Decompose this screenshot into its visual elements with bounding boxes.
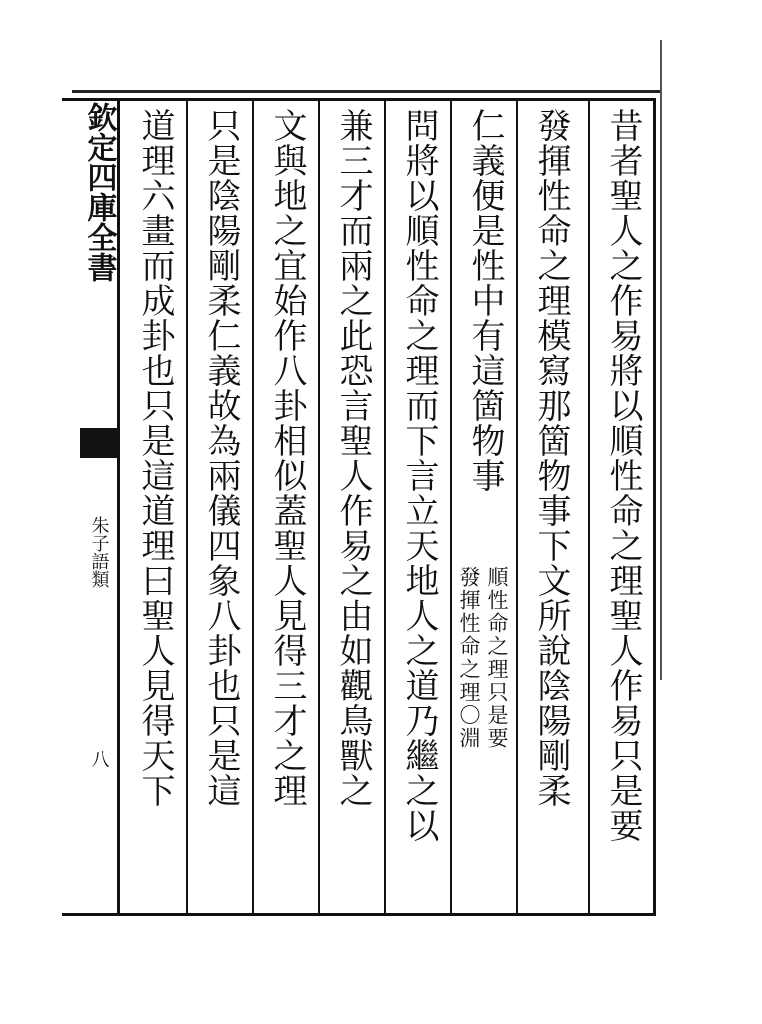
column-text: 發揮性命之理模寫那箇物事下文所說陰陽剛柔 (531, 108, 571, 808)
text-column-1 (590, 98, 656, 916)
text-column-7 (188, 98, 254, 916)
text-column-8 (122, 98, 188, 916)
column-text: 問將以順性命之理而下言立天地人之道乃繼之以 (399, 108, 439, 843)
text-column-3 (452, 98, 518, 916)
column-text: 兼三才而兩之此恐言聖人作易之由如觀鳥獸之 (333, 108, 373, 808)
text-column-5 (320, 98, 386, 916)
margin-title: 欽定四庫全書 (81, 102, 117, 282)
annotation-right: 順性命之理只是要 (485, 566, 509, 750)
text-column-4 (386, 98, 452, 916)
top-edge-rule (72, 90, 662, 93)
page-number: 八 (88, 750, 110, 768)
text-column-2 (518, 98, 584, 916)
book-title: 朱子語類 (88, 516, 110, 588)
column-text: 只是陰陽剛柔仁義故為兩儀四象八卦也只是這 (201, 108, 241, 808)
page-right-edge (660, 40, 662, 680)
text-column-6 (254, 98, 320, 916)
column-text: 文與地之宜始作八卦相似蓋聖人見得三才之理 (267, 108, 307, 808)
column-text: 昔者聖人之作易將以順性命之理聖人作易只是要 (603, 108, 643, 843)
column-text: 道理六畫而成卦也只是這道理曰聖人見得天下 (135, 108, 175, 808)
annotation-left: 發揮性命之理〇淵 (457, 566, 481, 750)
column-text: 仁義便是性中有這箇物事 (465, 108, 505, 493)
